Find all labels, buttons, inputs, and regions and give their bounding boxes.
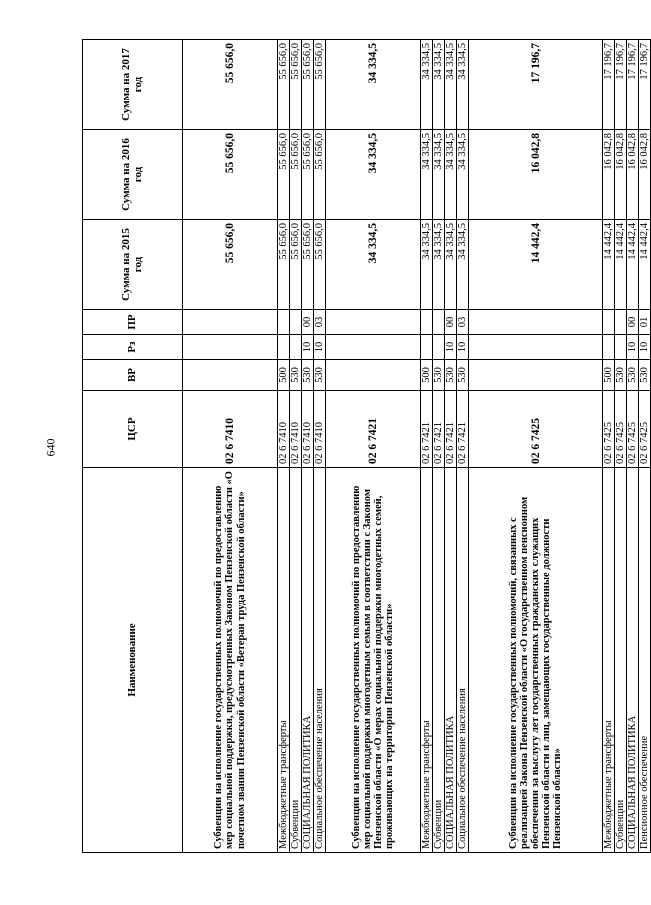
row-sum-2015: 14 442,4 bbox=[615, 220, 627, 310]
row-sum-2017: 34 334,5 bbox=[326, 40, 421, 130]
row-name: Субвенции bbox=[290, 468, 302, 853]
row-sum-2016: 16 042,8 bbox=[615, 130, 627, 220]
row-rz: 10 bbox=[314, 335, 326, 360]
row-vr: 530 bbox=[433, 360, 445, 391]
row-vr: 530 bbox=[627, 360, 639, 391]
row-rz bbox=[603, 335, 615, 360]
row-pr: 00 bbox=[627, 310, 639, 335]
header-sum-2017: Сумма на 2017 год bbox=[83, 40, 183, 130]
row-name: Пенсионное обеспечение bbox=[639, 468, 651, 853]
header-vr: ВР bbox=[83, 360, 183, 391]
row-sum-2015: 55 656,0 bbox=[302, 220, 314, 310]
row-sum-2016: 55 656,0 bbox=[290, 130, 302, 220]
table-header-row bbox=[83, 40, 183, 853]
row-sum-2017: 55 656,0 bbox=[278, 40, 290, 130]
row-name: Межбюджетные трансферты bbox=[278, 468, 290, 853]
row-sum-2017: 55 656,0 bbox=[183, 40, 278, 130]
row-sum-2017: 55 656,0 bbox=[314, 40, 326, 130]
row-rz bbox=[278, 335, 290, 360]
row-sum-2016: 34 334,5 bbox=[421, 130, 433, 220]
row-pr bbox=[433, 310, 445, 335]
row-name: Межбюджетные трансферты bbox=[421, 468, 433, 853]
table-row bbox=[314, 40, 326, 853]
table-row bbox=[183, 40, 278, 853]
row-rz: 10 bbox=[445, 335, 457, 360]
row-rz bbox=[421, 335, 433, 360]
table-row bbox=[445, 40, 457, 853]
row-csr: 02 6 7425 bbox=[627, 391, 639, 468]
table-row bbox=[278, 40, 290, 853]
row-sum-2015: 14 442,4 bbox=[469, 220, 603, 310]
table-row bbox=[326, 40, 421, 853]
row-rz: 10 bbox=[302, 335, 314, 360]
header-sum-2016: Сумма на 2016 год bbox=[83, 130, 183, 220]
table-row bbox=[290, 40, 302, 853]
row-pr bbox=[326, 310, 421, 335]
row-sum-2016: 34 334,5 bbox=[433, 130, 445, 220]
row-pr: 03 bbox=[314, 310, 326, 335]
row-name: Субвенции на исполнение государственных полномочий, связанных с реализацией Закона Пензенской области «О государственном пенсионном обеспечении за выслугу лет государственных гражданских служащих Пензенской области и лиц, замещающих государственные должности Пензенской области» bbox=[469, 468, 603, 853]
row-sum-2017: 34 334,5 bbox=[421, 40, 433, 130]
row-rz bbox=[433, 335, 445, 360]
row-vr: 530 bbox=[302, 360, 314, 391]
header-rz: Рз bbox=[83, 335, 183, 360]
row-sum-2016: 55 656,0 bbox=[278, 130, 290, 220]
row-pr: 00 bbox=[445, 310, 457, 335]
row-sum-2017: 55 656,0 bbox=[302, 40, 314, 130]
budget-table bbox=[82, 39, 651, 853]
row-vr: 530 bbox=[290, 360, 302, 391]
row-sum-2016: 55 656,0 bbox=[302, 130, 314, 220]
header-csr: ЦСР bbox=[83, 391, 183, 468]
row-sum-2017: 34 334,5 bbox=[445, 40, 457, 130]
row-pr bbox=[290, 310, 302, 335]
row-csr: 02 6 7425 bbox=[603, 391, 615, 468]
row-csr: 02 6 7421 bbox=[445, 391, 457, 468]
page-number: 640 bbox=[43, 438, 58, 457]
row-csr: 02 6 7410 bbox=[314, 391, 326, 468]
row-pr bbox=[278, 310, 290, 335]
row-pr bbox=[603, 310, 615, 335]
row-sum-2015: 55 656,0 bbox=[183, 220, 278, 310]
row-rz bbox=[290, 335, 302, 360]
table-row bbox=[603, 40, 615, 853]
row-csr: 02 6 7425 bbox=[615, 391, 627, 468]
row-csr: 02 6 7421 bbox=[457, 391, 469, 468]
row-sum-2015: 34 334,5 bbox=[433, 220, 445, 310]
row-sum-2015: 34 334,5 bbox=[421, 220, 433, 310]
row-vr: 530 bbox=[457, 360, 469, 391]
row-name: Межбюджетные трансферты bbox=[603, 468, 615, 853]
table-row bbox=[421, 40, 433, 853]
header-sum-2015: Сумма на 2015 год bbox=[83, 220, 183, 310]
row-pr bbox=[615, 310, 627, 335]
row-csr: 02 6 7421 bbox=[326, 391, 421, 468]
row-rz bbox=[615, 335, 627, 360]
row-vr: 530 bbox=[615, 360, 627, 391]
row-vr: 500 bbox=[421, 360, 433, 391]
row-sum-2016: 34 334,5 bbox=[326, 130, 421, 220]
row-sum-2016: 16 042,8 bbox=[603, 130, 615, 220]
table-row bbox=[639, 40, 651, 853]
row-name: Субвенции на исполнение государственных полномочий по предоставлению мер социальной поддержки, предусмотренных Законом Пензенской области «О почетном звании Пензенской области «Ветеран труда Пензенской области» bbox=[183, 468, 278, 853]
row-sum-2017: 17 196,7 bbox=[615, 40, 627, 130]
row-sum-2017: 34 334,5 bbox=[457, 40, 469, 130]
table-row bbox=[469, 40, 603, 853]
row-name: Субвенции bbox=[615, 468, 627, 853]
row-vr: 530 bbox=[639, 360, 651, 391]
row-sum-2017: 17 196,7 bbox=[603, 40, 615, 130]
row-sum-2017: 34 334,5 bbox=[433, 40, 445, 130]
table-row bbox=[457, 40, 469, 853]
header-pr: ПР bbox=[83, 310, 183, 335]
row-sum-2015: 14 442,4 bbox=[603, 220, 615, 310]
table-row bbox=[433, 40, 445, 853]
row-name: Социальное обеспечение населения bbox=[457, 468, 469, 853]
row-sum-2017: 17 196,7 bbox=[639, 40, 651, 130]
table-row bbox=[615, 40, 627, 853]
row-pr: 01 bbox=[639, 310, 651, 335]
row-pr bbox=[469, 310, 603, 335]
header-name: Наименование bbox=[83, 468, 183, 853]
row-sum-2015: 55 656,0 bbox=[314, 220, 326, 310]
row-sum-2017: 17 196,7 bbox=[627, 40, 639, 130]
row-sum-2017: 55 656,0 bbox=[290, 40, 302, 130]
rotated-table-wrapper bbox=[82, 40, 651, 853]
row-sum-2015: 55 656,0 bbox=[278, 220, 290, 310]
row-csr: 02 6 7425 bbox=[469, 391, 603, 468]
row-csr: 02 6 7410 bbox=[302, 391, 314, 468]
row-vr: 500 bbox=[278, 360, 290, 391]
row-sum-2015: 14 442,4 bbox=[627, 220, 639, 310]
row-csr: 02 6 7410 bbox=[183, 391, 278, 468]
row-pr: 00 bbox=[302, 310, 314, 335]
row-sum-2016: 16 042,8 bbox=[639, 130, 651, 220]
row-rz bbox=[469, 335, 603, 360]
row-sum-2016: 34 334,5 bbox=[457, 130, 469, 220]
row-vr: 530 bbox=[314, 360, 326, 391]
row-rz bbox=[183, 335, 278, 360]
row-sum-2016: 16 042,8 bbox=[469, 130, 603, 220]
row-name: СОЦИАЛЬНАЯ ПОЛИТИКА bbox=[302, 468, 314, 853]
row-vr bbox=[183, 360, 278, 391]
row-sum-2015: 34 334,5 bbox=[457, 220, 469, 310]
row-pr bbox=[183, 310, 278, 335]
row-name: СОЦИАЛЬНАЯ ПОЛИТИКА bbox=[445, 468, 457, 853]
row-vr: 500 bbox=[603, 360, 615, 391]
row-rz bbox=[326, 335, 421, 360]
row-csr: 02 6 7421 bbox=[433, 391, 445, 468]
row-sum-2016: 34 334,5 bbox=[445, 130, 457, 220]
row-csr: 02 6 7410 bbox=[278, 391, 290, 468]
row-rz: 10 bbox=[627, 335, 639, 360]
row-name: СОЦИАЛЬНАЯ ПОЛИТИКА bbox=[627, 468, 639, 853]
row-rz: 10 bbox=[457, 335, 469, 360]
row-name: Субвенции на исполнение государственных полномочий по предоставлению мер социальной поддержки многодетным семьям в соответствии с Законом Пензенской области «О мерах социальной поддержки многодетных семей, проживающих на территории Пензенской области» bbox=[326, 468, 421, 853]
row-sum-2015: 34 334,5 bbox=[445, 220, 457, 310]
row-sum-2015: 14 442,4 bbox=[639, 220, 651, 310]
table-row bbox=[302, 40, 314, 853]
row-sum-2016: 55 656,0 bbox=[314, 130, 326, 220]
row-csr: 02 6 7410 bbox=[290, 391, 302, 468]
row-sum-2017: 17 196,7 bbox=[469, 40, 603, 130]
row-sum-2016: 55 656,0 bbox=[183, 130, 278, 220]
row-sum-2015: 55 656,0 bbox=[290, 220, 302, 310]
row-name: Субвенции bbox=[433, 468, 445, 853]
row-vr bbox=[326, 360, 421, 391]
row-pr: 03 bbox=[457, 310, 469, 335]
table-row bbox=[627, 40, 639, 853]
row-vr: 530 bbox=[445, 360, 457, 391]
row-csr: 02 6 7421 bbox=[421, 391, 433, 468]
row-csr: 02 6 7425 bbox=[639, 391, 651, 468]
row-rz: 10 bbox=[639, 335, 651, 360]
row-pr bbox=[421, 310, 433, 335]
row-sum-2015: 34 334,5 bbox=[326, 220, 421, 310]
row-sum-2016: 16 042,8 bbox=[627, 130, 639, 220]
row-name: Социальное обеспечение населения bbox=[314, 468, 326, 853]
row-vr bbox=[469, 360, 603, 391]
